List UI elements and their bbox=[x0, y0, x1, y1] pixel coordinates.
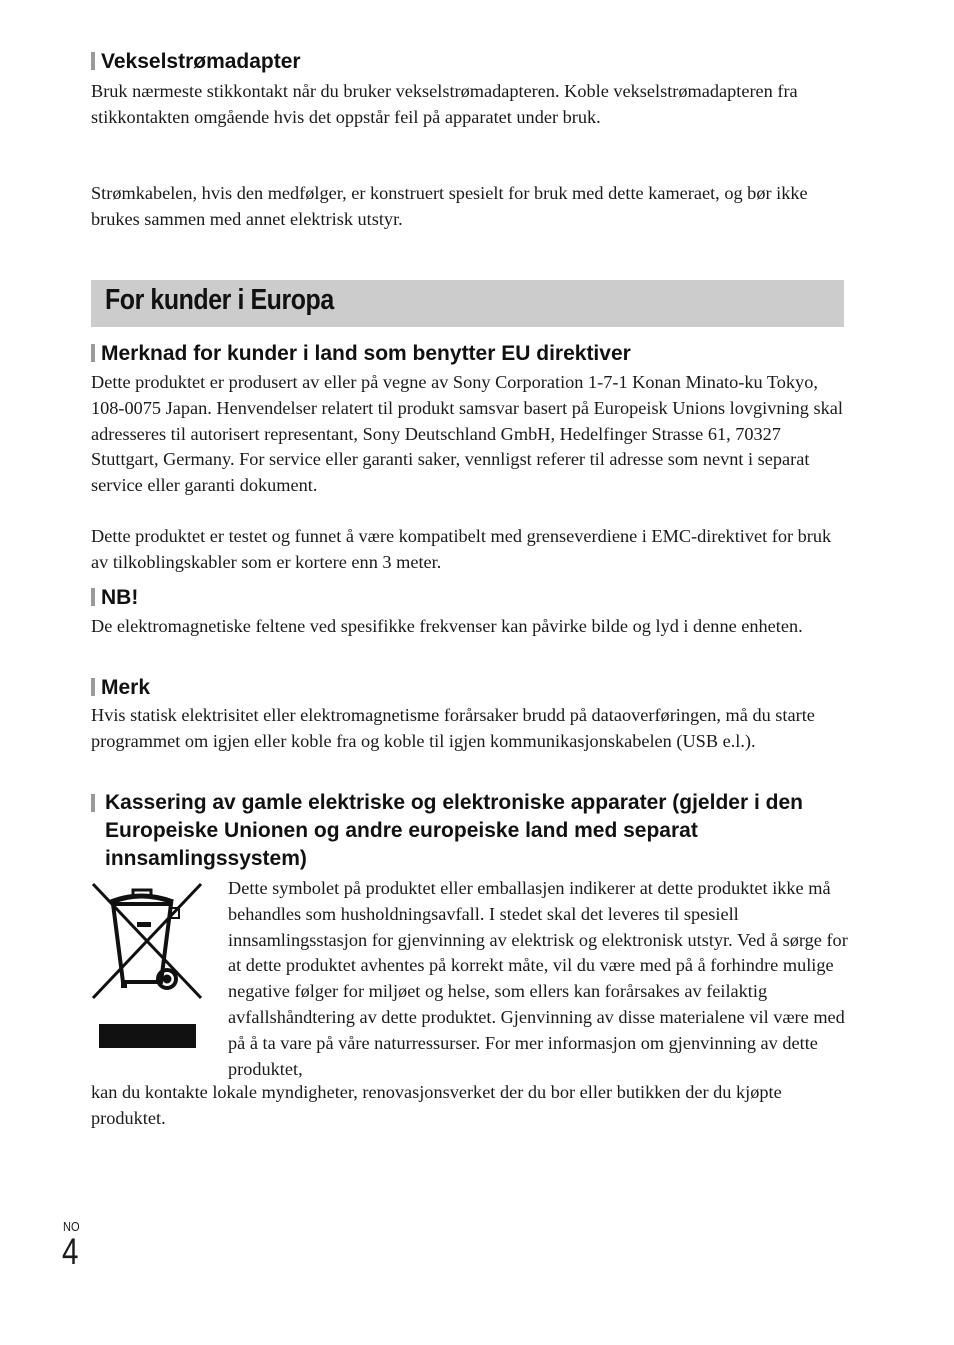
adapter-paragraph-1: Bruk nærmeste stikkontakt når du bruker vekselstrømadapteren. Koble vekselstrømadapteren fra stikkontakten omgående hvis det oppstår feil på apparatet under bruk. bbox=[91, 81, 798, 127]
adapter-paragraph-2: Strømkabelen, hvis den medfølger, er konstruert spesielt for bruk med dette kameraet, og bør ikke brukes sammen med annet elektrisk utstyr. bbox=[91, 183, 808, 229]
heading-bar-icon bbox=[91, 678, 95, 696]
heading-bar-icon bbox=[91, 52, 95, 70]
footer-page-number: 4 bbox=[62, 1231, 79, 1272]
eu-notice-paragraph-1: Dette produktet er produsert av eller på vegne av Sony Corporation 1-7-1 Konan Minato-ku Tokyo, 108-0075 Japan. Henvendelser relatert til produkt samsvar basert på Europeisk Unions lovgivning skal adresseres til autorisert representant, Sony Deutschland GmbH, Hedelfinger Strasse 61, 70327 Stuttgart, Germany. For service eller garanti saker, vennligst referer til adresse som nevnt i separat service eller garanti dokument. bbox=[91, 372, 843, 496]
heading-bar-icon bbox=[91, 794, 95, 812]
section-heading-nb bbox=[91, 584, 138, 612]
section-banner bbox=[91, 280, 844, 327]
crossed-out-wheelie-bin-icon bbox=[91, 882, 206, 1052]
heading-text: Merknad for kunder i land som benytter EU direktiver bbox=[101, 342, 631, 365]
heading-text: Vekselstrømadapter bbox=[101, 50, 301, 73]
heading-bar-icon bbox=[91, 588, 95, 606]
eu-notice-paragraph-2: Dette produktet er testet og funnet å være kompatibelt med grenseverdiene i EMC-direktivet for bruk av tilkoblingskabler som er kortere enn 3 meter. bbox=[91, 526, 832, 572]
section-heading-merk bbox=[91, 674, 150, 702]
footer-language-code: NO bbox=[63, 1219, 80, 1234]
disposal-paragraph: Dette symbolet på produktet eller emballasjen indikerer at dette produktet ikke må behandles som husholdningsavfall. I stedet skal det leveres til spesiell innsamlingsstasjon for gjenvinning av elektrisk og elektronisk utstyr. Ved å sørge for at dette produktet avhentes på korrekt måte, vil du være med på å forhindre mulige negative følger for miljøet og helse, som ellers kan forårsakes av feilaktig avfallshåndtering av dette produktet. Gjenvinning av disse materialene vil være med på å ta vare på våre naturressurser. For mer informasjon om gjenvinning av dette produktet, bbox=[228, 878, 848, 1079]
nb-paragraph: De elektromagnetiske feltene ved spesifikke frekvenser kan påvirke bilde og lyd i denne enheten. bbox=[91, 616, 803, 636]
merk-paragraph: Hvis statisk elektrisitet eller elektromagnetisme forårsaker brudd på dataoverføringen, må du starte programmet om igjen eller koble fra og koble til igjen kommunikasjonskabelen (USB e.l.). bbox=[91, 705, 815, 751]
section-heading-eu-notice bbox=[91, 340, 631, 368]
heading-bar-icon bbox=[91, 344, 95, 362]
heading-text: Kassering av gamle elektriske og elektroniske apparater (gjelder i den Europeiske Unionen og andre europeiske land med separat innsamlingssystem) bbox=[105, 791, 803, 870]
section-heading-adapter bbox=[91, 48, 301, 76]
disposal-paragraph-continued: kan du kontakte lokale myndigheter, renovasjonsverket der du bor eller butikken der du kjøpte produktet. bbox=[91, 1082, 782, 1128]
heading-text: Merk bbox=[101, 676, 151, 699]
banner-title: For kunder i Europa bbox=[105, 284, 334, 316]
section-heading-disposal bbox=[91, 789, 855, 873]
heading-text: NB! bbox=[101, 586, 139, 609]
